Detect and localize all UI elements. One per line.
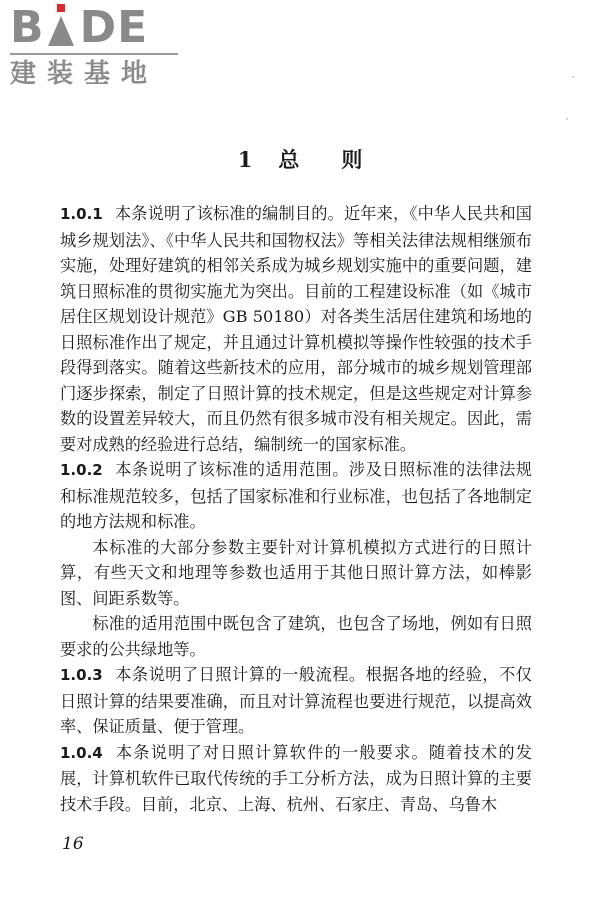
paragraph-text: 本条说明了对日照计算软件的一般要求。随着技术的发展，计算机软件已取代传统的手工分析方法，成为日照计算的主要技术手段。目前，北京、上海、杭州、石家庄、青岛、乌鲁木 bbox=[60, 742, 532, 814]
paragraph bbox=[60, 611, 532, 662]
logo-english: B DE bbox=[10, 2, 149, 53]
clause-number: 1.0.4 bbox=[60, 743, 103, 762]
paragraph-text: 本标准的大部分参数主要针对计算机模拟方式进行的日照计算，有些天文和地理等参数也适用于其他日照计算方法，如棒影图、间距系数等。 bbox=[60, 537, 532, 608]
body-text bbox=[60, 201, 532, 817]
page-number: 16 bbox=[62, 834, 84, 854]
speck bbox=[566, 118, 568, 120]
paragraph-text: 本条说明了该标准的编制目的。近年来，《中华人民共和国城乡规划法》、《中华人民共和国物权法》等相关法律法规相继颁布实施，处理好建筑的相邻关系成为城乡规划实施中的重要问题，建筑日照标准的贯彻实施尤为突出。目前的工程建设标准（如《城市居住区规划设计规范》GB 50180）对各类生活居住建筑和场地的日照标准作出了规定，并且通过计算机模拟等操作性较强的技术手段得到落实。随着这些新技术的应用，部分城市的城乡规划管理部门逐步探索，制定了日照计算的技术规定，但是这些规定对计算参数的设置差异较大，而且仍然有很多城市没有相关规定。因此，需要对成熟的经验进行总结，编制统一的国家标准。 bbox=[60, 204, 532, 454]
chapter-title-part2: 则 bbox=[341, 147, 363, 172]
clause-number: 1.0.2 bbox=[60, 461, 103, 479]
paragraph-text: 本条说明了日照计算的一般流程。根据各地的经验，不仅日照计算的结果要准确，而且对计算流程也要进行规范，以提高效率、保证质量、便于管理。 bbox=[60, 665, 532, 736]
logo-chinese: 建装基地 bbox=[10, 59, 159, 89]
clause-number: 1.0.1 bbox=[60, 205, 103, 223]
chapter-heading bbox=[0, 144, 600, 174]
clause-number: 1.0.3 bbox=[60, 666, 103, 684]
paragraph-text: 本条说明了该标准的适用范围。涉及日照标准的法律法规和标准规范较多，包括了国家标准和行业标准，也包括了各地制定的地方法规和标准。 bbox=[60, 460, 532, 531]
paragraph-text: 标准的适用范围中既包含了建筑，也包含了场地，例如有日照要求的公共绿地等。 bbox=[60, 614, 532, 659]
clause-paragraph bbox=[60, 201, 532, 457]
clause-paragraph bbox=[60, 740, 532, 818]
chapter-number: 1 bbox=[237, 147, 253, 172]
logo bbox=[10, 4, 180, 90]
logo-divider bbox=[10, 53, 178, 55]
speck bbox=[572, 76, 574, 78]
chapter-title-part1: 总 bbox=[278, 147, 300, 172]
paragraph bbox=[60, 535, 532, 612]
clause-paragraph bbox=[60, 457, 532, 535]
clause-paragraph bbox=[60, 662, 532, 740]
